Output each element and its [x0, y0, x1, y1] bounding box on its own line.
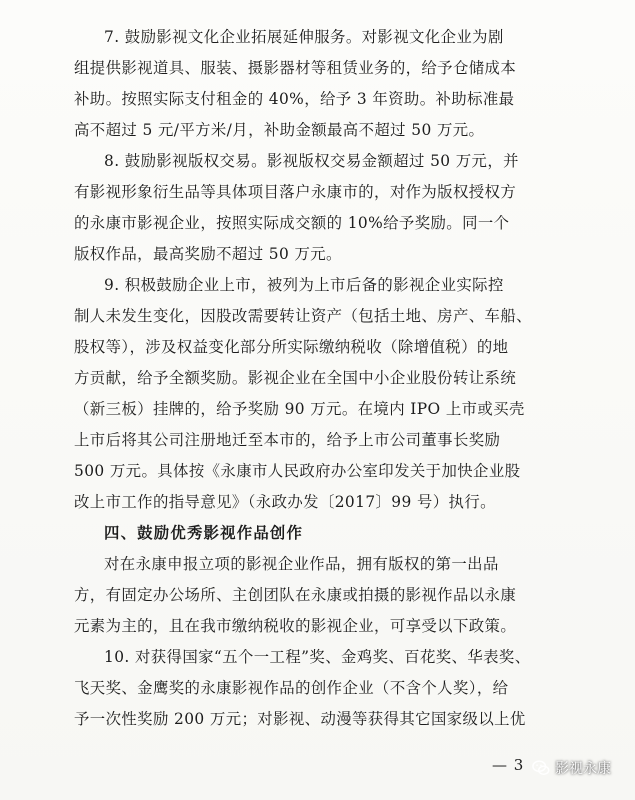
text-line: 方，有固定办公场所、主创团队在永康或拍摄的影视作品以永康: [74, 586, 517, 604]
text-line: 的永康市影视企业，按照实际成交额的 10%给予奖励。同一个: [74, 214, 510, 232]
page-footer: [0, 750, 635, 790]
wechat-icon: [532, 759, 550, 777]
text-line: 8. 鼓励影视版权交易。影视版权交易金额超过 50 万元，并: [104, 152, 519, 170]
text-line: 上市后将其公司注册地迁至本市的，给予上市公司董事长奖励: [74, 431, 501, 449]
text-line: （新三板）挂牌的，给予奖励 90 万元。在境内 IPO 上市或买壳: [74, 400, 525, 418]
watermark-text: 影视永康: [555, 761, 611, 777]
text-line: 组提供影视道具、服装、摄影器材等租赁业务的，给予仓储成本: [74, 59, 517, 77]
text-line: 飞天奖、金鹰奖的永康影视作品的创作企业（不含个人奖），给: [74, 679, 509, 697]
text-line: 元素为主的，且在我市缴纳税收的影视企业，可享受以下政策。: [74, 617, 517, 635]
text-line: 高不超过 5 元/平方米/月，补助金额最高不超过 50 万元。: [74, 121, 485, 139]
text-line: 10. 对获得国家“五个一工程”奖、金鸡奖、百花奖、华表奖、: [104, 648, 531, 666]
text-line: 有影视形象衍生品等具体项目落户永康市的，对作为版权授权方: [74, 183, 517, 201]
section-heading: 四、鼓励优秀影视作品创作: [104, 524, 304, 542]
text-line: 改上市工作的指导意见》（永政办发〔2017〕99 号）执行。: [74, 493, 496, 511]
document-body: [74, 22, 588, 735]
text-line: 9. 积极鼓励企业上市，被列为上市后备的影视企业实际控: [104, 276, 504, 294]
text-line: 补助。按照实际支付租金的 40%，给予 3 年资助。补助标准最: [74, 90, 515, 108]
page-number: — 3: [492, 756, 525, 774]
text-line: 方贡献，给予全额奖励。影视企业在全国中小企业股份转让系统: [74, 369, 517, 387]
text-line: 予一次性奖励 200 万元；对影视、动漫等获得其它国家级以上优: [74, 710, 526, 728]
text-line: 股权等），涉及权益变化部分所实际缴纳税收（除增值税）的地: [74, 338, 509, 356]
text-line: 制人未发生变化，因股改需要转让资产（包括土地、房产、车船、: [74, 307, 532, 325]
watermark: [532, 758, 611, 778]
text-line: 7. 鼓励影视文化企业拓展延伸服务。对影视文化企业为剧: [104, 28, 504, 46]
text-line: 500 万元。具体按《永康市人民政府办公室印发关于加快企业股: [74, 462, 521, 480]
text-line: 对在永康申报立项的影视企业作品，拥有版权的第一出品: [104, 555, 499, 573]
text-line: 版权作品，最高奖励不超过 50 万元。: [74, 245, 342, 263]
